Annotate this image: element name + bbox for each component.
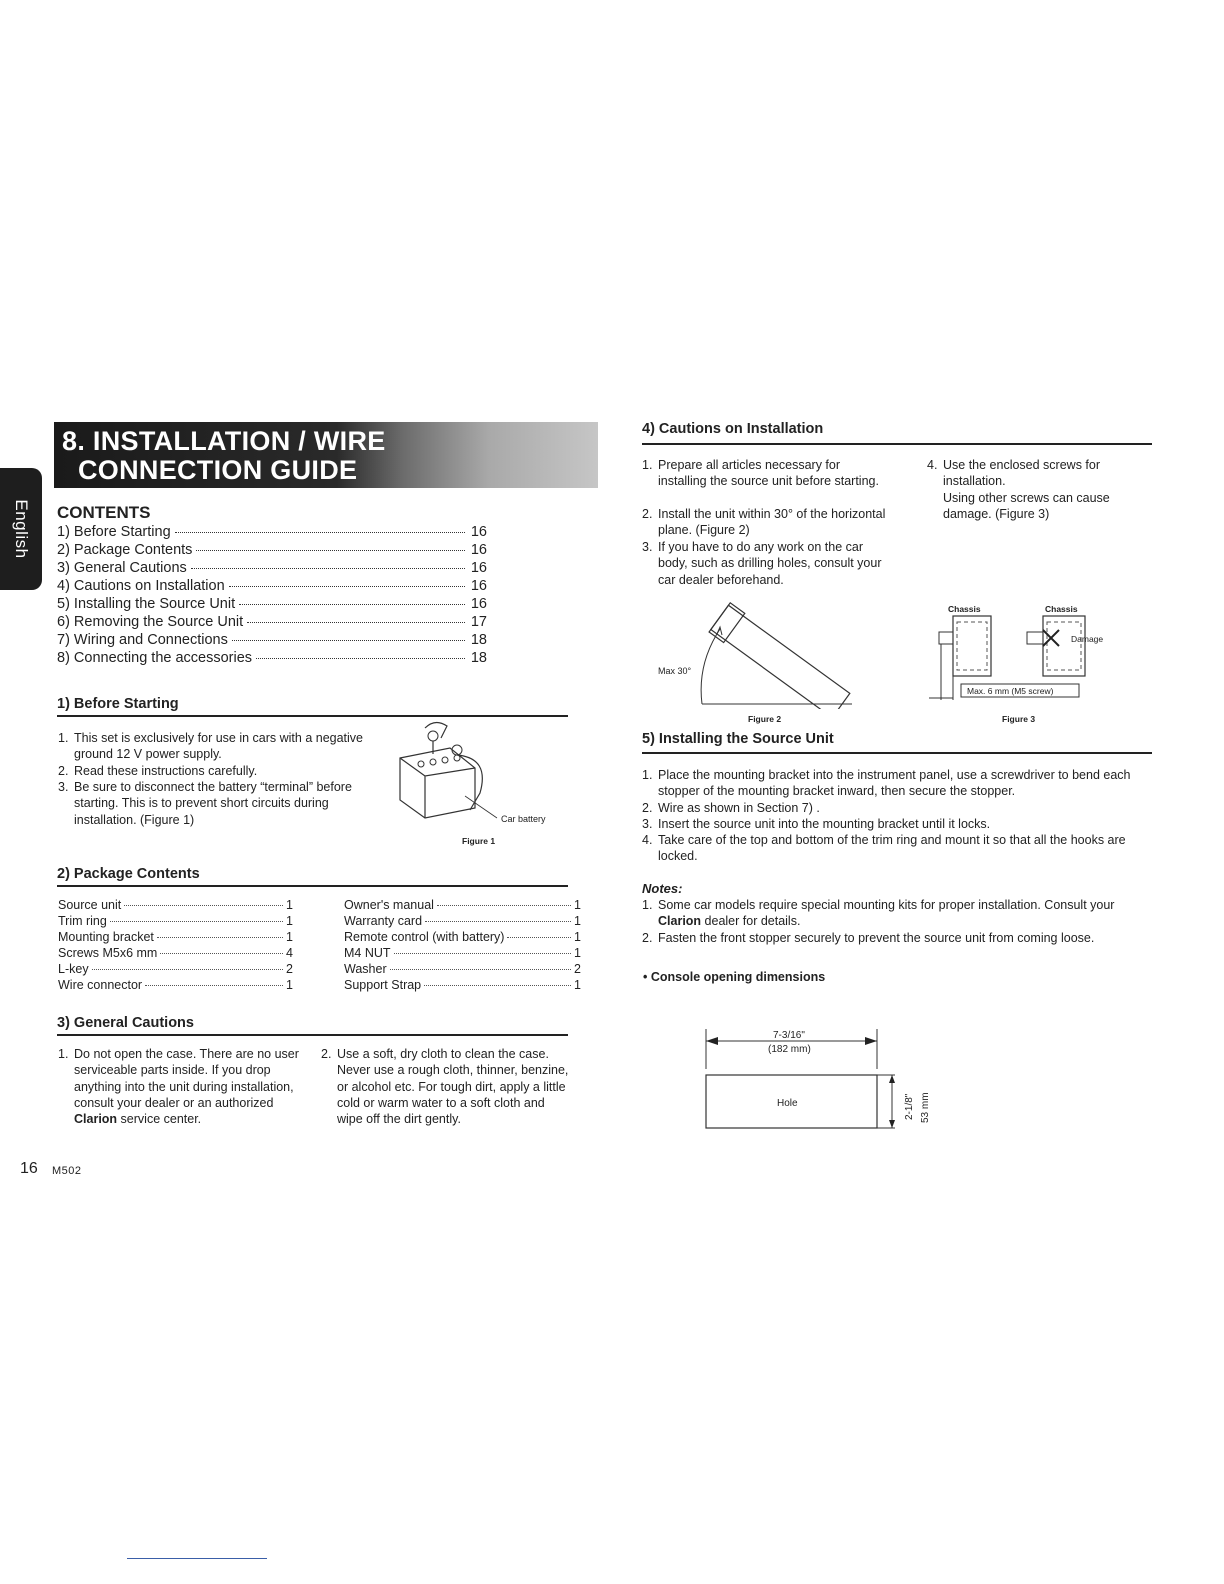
figure-3-caption: Figure 3 [1002,714,1036,724]
list-item: 3. Be sure to disconnect the battery “terminal” before starting. This is to prevent short circuits during installation. (Figure 1) [58,780,352,827]
installing-source-heading: 5) Installing the Source Unit [642,731,834,747]
list-item: Owner's manual 1 [344,898,581,912]
list-item: Source unit 1 [58,898,293,912]
section-rule [57,885,568,887]
figure-3-screw-diagram [925,600,1125,704]
language-tab [0,468,42,590]
figure-2-caption: Figure 2 [748,714,782,724]
package-list-left [58,898,293,994]
damage-label: Damage [1071,634,1104,644]
footer-divider [127,1558,267,1559]
max-screw-note: Max. 6 mm (M5 screw) [967,686,1054,696]
figure-1-caption: Figure 1 [462,836,496,846]
hole-label: Hole [777,1098,798,1109]
width-inches-label: 7-3/16" [773,1030,805,1041]
toc-item[interactable]: 5) Installing the Source Unit 16 [57,596,487,612]
general-cautions-heading: 3) General Cautions [57,1015,194,1031]
language-label: English [12,499,31,559]
list-item: M4 NUT 1 [344,946,581,960]
car-battery-illustration [395,718,565,836]
cautions-installation-heading: 4) Cautions on Installation [642,421,824,437]
page-number: 16 [20,1160,38,1177]
toc-item[interactable]: 3) General Cautions 16 [57,560,487,576]
list-item: 2. Install the unit within 30° of the horizontal plane. (Figure 2) [642,507,886,538]
list-item: Mounting bracket 1 [58,930,293,944]
list-item: 1. Place the mounting bracket into the instrument panel, use a screwdriver to bend each stopper of the mounting bracket inward, then secure the stopper. [642,768,1131,799]
list-item: 1. Do not open the case. There are no user serviceable parts inside. If you drop anything into the unit during installation, consult your dealer or an authorized Clarion service center. [58,1047,299,1127]
section-banner [54,422,598,488]
contents-title: CONTENTS [57,503,151,522]
list-item: 2. Read these instructions carefully. [58,764,258,778]
list-item: Warranty card 1 [344,914,581,928]
list-item: 3. Insert the source unit into the mounting bracket until it locks. [642,817,991,831]
max-angle-label: Max 30° [658,666,692,676]
toc-item[interactable]: 8) Connecting the accessories 18 [57,650,487,666]
list-item: Remote control (with battery) 1 [344,930,581,944]
table-of-contents [57,524,487,668]
chassis-label: Chassis [1045,604,1078,614]
toc-item[interactable]: 2) Package Contents 16 [57,542,487,558]
section-rule [57,1034,568,1036]
console-dimensions-title: • Console opening dimensions [643,970,826,984]
section-rule [57,715,568,717]
console-opening-diagram [700,1025,950,1137]
list-item: 1. This set is exclusively for use in cars with a negative ground 12 V power supply. [58,731,364,762]
list-item: Screws M5x6 mm 4 [58,946,293,960]
list-item: 1. Prepare all articles necessary for installing the source unit before starting. [642,458,879,489]
height-mm-label: 53 mm [920,1092,931,1123]
toc-item[interactable]: 6) Removing the Source Unit 17 [57,614,487,630]
list-item: Wire connector 1 [58,978,293,992]
list-item: 4. Take care of the top and bottom of the trim ring and mount it so that all the hooks are locked. [642,833,1126,864]
list-item: Washer 2 [344,962,581,976]
toc-item[interactable]: 4) Cautions on Installation 16 [57,578,487,594]
figure-2-angle-diagram [652,594,867,709]
before-starting-heading: 1) Before Starting [57,696,179,712]
note-item: 2. Fasten the front stopper securely to prevent the source unit from coming loose. [642,931,1095,945]
height-inches-label: 2-1/8" [904,1093,915,1120]
banner-line-2: CONNECTION GUIDE [78,455,358,485]
banner-line-1: 8. INSTALLATION / WIRE [62,426,386,456]
chassis-label: Chassis [948,604,981,614]
model-name: M502 [52,1165,82,1177]
list-item: 4. Use the enclosed screws for installation. Using other screws can cause damage. (Figure 3) [927,458,1110,521]
section-rule [642,443,1152,445]
note-item: 1. Some car models require special mounting kits for proper installation. Consult your Clarion dealer for details. [642,898,1115,929]
list-item: 2. Wire as shown in Section 7) . [642,801,820,815]
list-item: Support Strap 1 [344,978,581,992]
toc-item[interactable]: 1) Before Starting 16 [57,524,487,540]
list-item: L-key 2 [58,962,293,976]
list-item: Trim ring 1 [58,914,293,928]
car-battery-label: Car battery [501,814,546,824]
notes-title: Notes: [642,881,683,896]
package-list-right [344,898,581,994]
width-mm-label: (182 mm) [768,1044,811,1055]
list-item: 2. Use a soft, dry cloth to clean the case. Never use a rough cloth, thinner, benzine, or alcohol etc. For tough dirt, apply a little cold or warm water to a soft cloth and wipe off the dirt gently. [321,1047,569,1127]
list-item: 3. If you have to do any work on the car body, such as drilling holes, consult your car dealer beforehand. [642,540,882,587]
package-contents-heading: 2) Package Contents [57,866,200,882]
section-rule [642,752,1152,754]
toc-item[interactable]: 7) Wiring and Connections 18 [57,632,487,648]
